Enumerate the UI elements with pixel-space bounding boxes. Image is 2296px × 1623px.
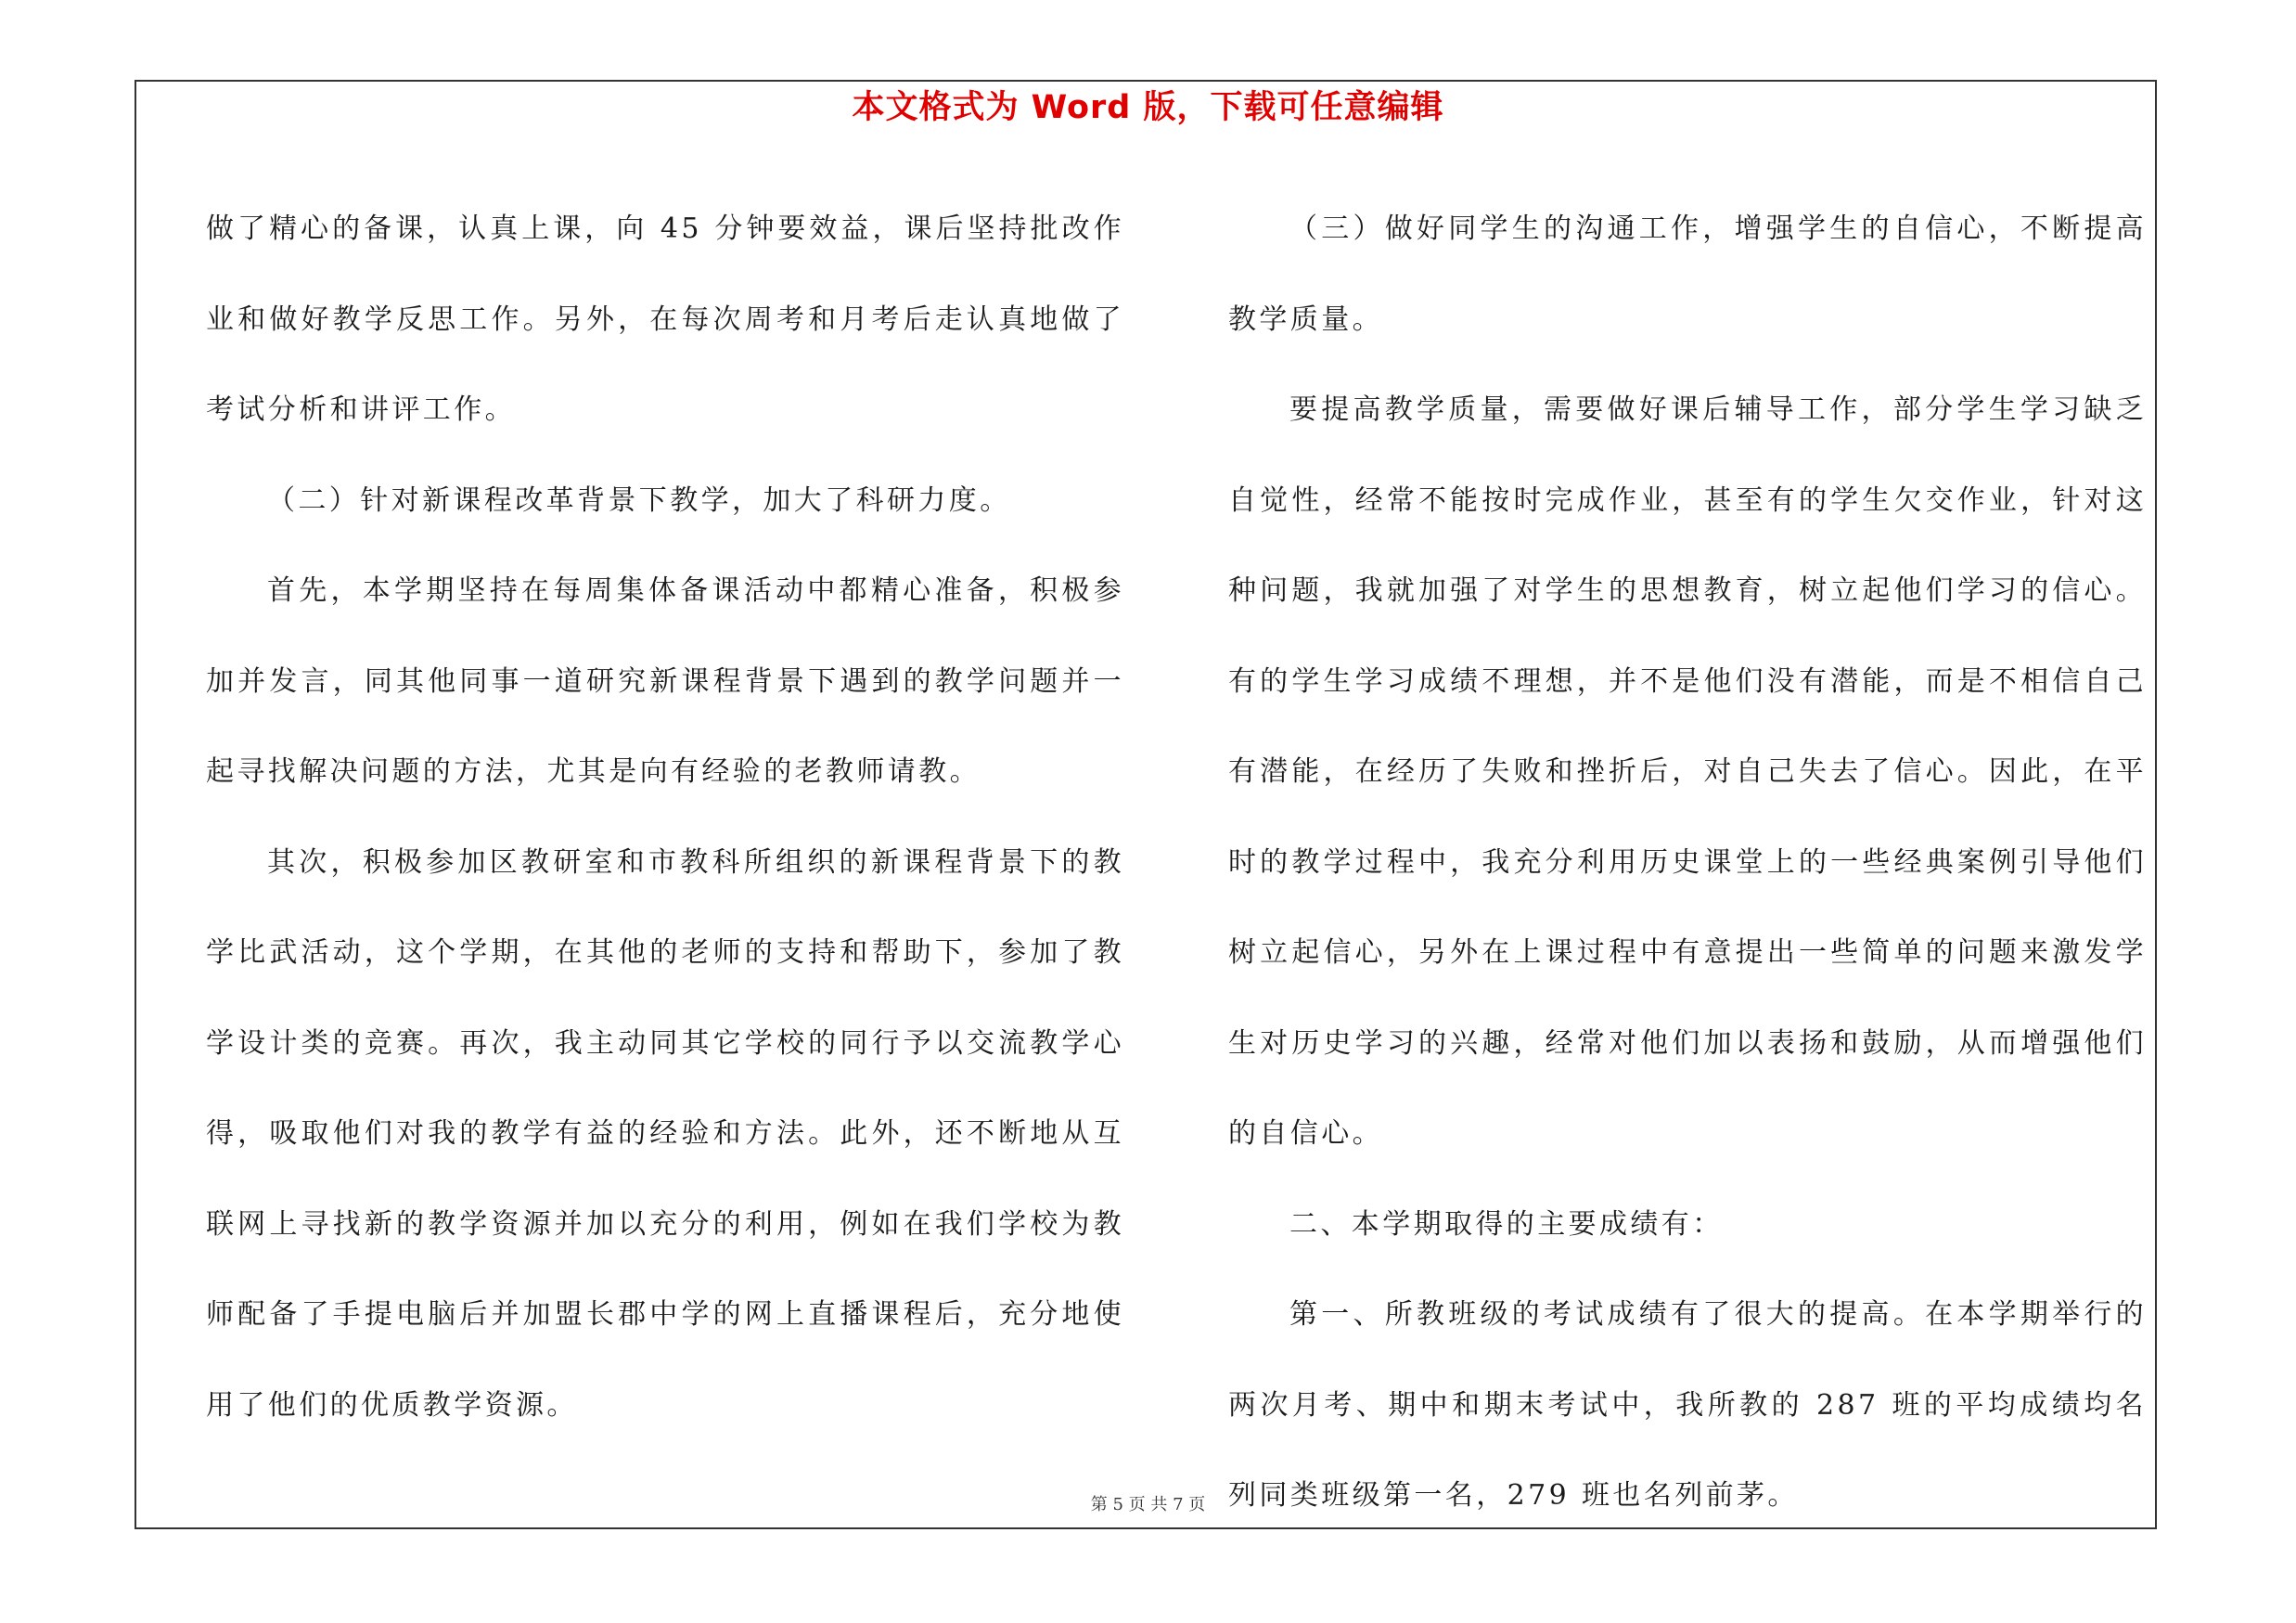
format-banner: 本文格式为 Word 版，下载可任意编辑 [852,89,1444,126]
paragraph: 首先，本学期坚持在每周集体备课活动中都精心准备，积极参加并发言，同其他同事一道研究新课程背景下遇到的教学问题并一起寻找解决问题的方法，尤其是向有经验的老教师请教。 [206,574,1124,788]
paragraph: （二）针对新课程改革背景下教学，加大了科研力度。 [267,483,1011,517]
page-number: 第 5 页 共 7 页 [1090,1495,1206,1514]
paragraph: 做了精心的备课，认真上课，向 45 分钟要效益，课后坚持批改作业和做好教学反思工作。另外，在每次周考和月考后走认真地做了考试分析和讲评工作。 [206,213,1124,426]
left-column [206,184,1124,1450]
paragraph: 二、本学期取得的主要成绩有： [1289,1207,1724,1241]
paragraph: 要提高教学质量，需要做好课后辅导工作，部分学生学习缺乏自觉性，经常不能按时完成作业，甚至有的学生欠交作业，针对这种问题，我就加强了对学生的思想教育，树立起他们学习的信心。有的学生学习成绩不理想，并不是他们没有潜能，而是不相信自己有潜能，在经历了失败和挫折后，对自己失去了信心。因此，在平时的教学过程中，我充分利用历史课堂上的一些经典案例引导他们树立起信心，另外在上课过程中有意提出一些简单的问题来激发学生对历史学习的兴趣，经常对他们加以表扬和鼓励，从而增强他们的自信心。 [1228,393,2147,1150]
paragraph: 其次，积极参加区教研室和市教科所组织的新课程背景下的教学比武活动，这个学期，在其他的老师的支持和帮助下，参加了教学设计类的竞赛。再次，我主动同其它学校的同行予以交流教学心得，吸取他们对我的教学有益的经验和方法。此外，还不断地从互联网上寻找新的教学资源并加以充分的利用，例如在我们学校为教师配备了手提电脑后并加盟长郡中学的网上直播课程后，充分地使用了他们的优质教学资源。 [206,845,1124,1422]
paragraph: （三）做好同学生的沟通工作，增强学生的自信心，不断提高教学质量。 [1228,213,2147,336]
paragraph: 第一、所教班级的考试成绩有了很大的提高。在本学期举行的两次月考、期中和期末考试中，我所教的 287 班的平均成绩均名列同类班级第一名，279 班也名列前茅。 [1228,1298,2147,1512]
right-column [1228,184,2147,1541]
